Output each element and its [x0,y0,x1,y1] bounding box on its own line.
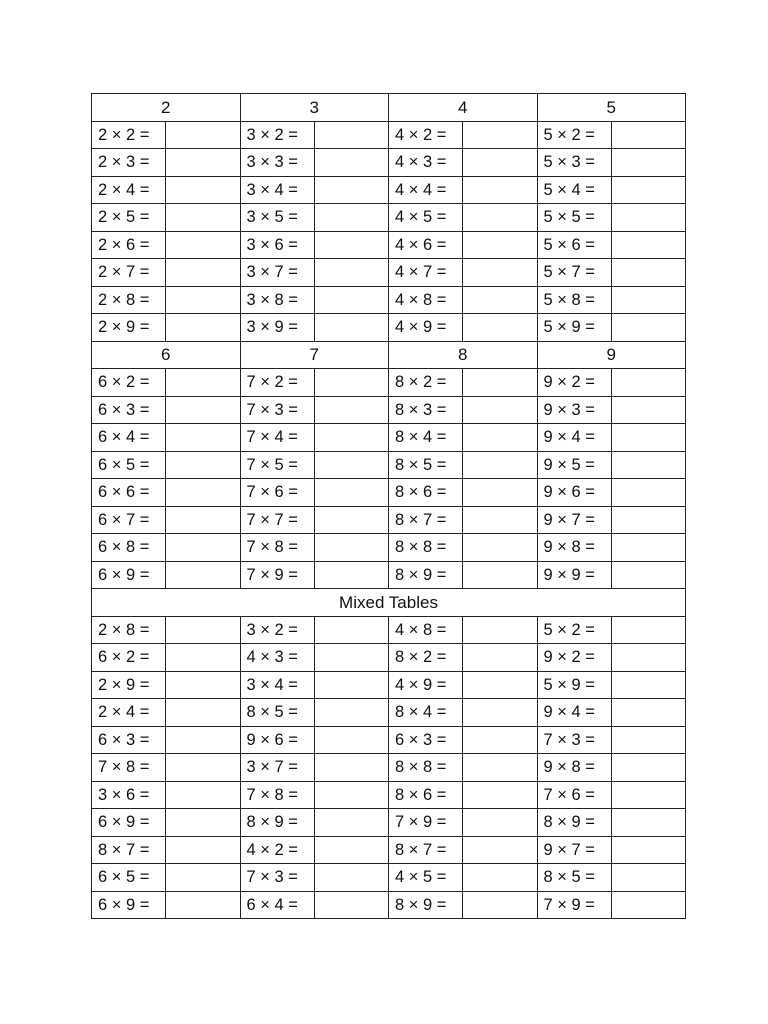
problem-cell: 9 × 6 = [240,726,314,754]
problem-cell: 4 × 7 = [389,259,463,287]
problem-cell: 9 × 2 = [537,369,611,397]
answer-box[interactable] [463,671,538,699]
answer-box[interactable] [314,506,389,534]
answer-box[interactable] [314,259,389,287]
answer-box[interactable] [463,121,538,149]
problem-cell: 2 × 9 = [92,314,166,342]
answer-box[interactable] [611,781,686,809]
problem-cell: 2 × 3 = [92,149,166,177]
problem-row [92,726,686,754]
answer-box[interactable] [611,286,686,314]
answer-box[interactable] [314,451,389,479]
problem-cell: 9 × 6 = [537,479,611,507]
problem-cell: 3 × 8 = [240,286,314,314]
problem-cell: 8 × 2 = [389,644,463,672]
answer-box[interactable] [611,534,686,562]
answer-box[interactable] [166,121,241,149]
answer-box[interactable] [166,176,241,204]
problem-cell: 3 × 6 = [240,231,314,259]
answer-box[interactable] [463,754,538,782]
answer-box[interactable] [611,479,686,507]
problem-cell: 6 × 4 = [92,424,166,452]
answer-box[interactable] [611,204,686,232]
problem-row [92,836,686,864]
answer-box[interactable] [463,424,538,452]
answer-box[interactable] [463,286,538,314]
problem-row [92,616,686,644]
problem-cell: 6 × 4 = [240,891,314,919]
answer-box[interactable] [611,864,686,892]
problem-cell: 5 × 2 = [537,121,611,149]
problem-cell: 8 × 8 = [389,754,463,782]
answer-box[interactable] [314,891,389,919]
answer-box[interactable] [166,259,241,287]
answer-box[interactable] [314,616,389,644]
problem-cell: 7 × 3 = [240,396,314,424]
problem-cell: 3 × 2 = [240,121,314,149]
answer-box[interactable] [611,369,686,397]
answer-box[interactable] [611,451,686,479]
problem-cell: 3 × 7 = [240,754,314,782]
problem-cell: 9 × 5 = [537,451,611,479]
problem-cell: 5 × 9 = [537,671,611,699]
problem-cell: 3 × 6 = [92,781,166,809]
problem-row [92,204,686,232]
answer-box[interactable] [314,121,389,149]
problem-cell: 6 × 9 = [92,809,166,837]
answer-box[interactable] [463,396,538,424]
problem-cell: 8 × 4 = [389,699,463,727]
answer-box[interactable] [166,506,241,534]
answer-box[interactable] [611,616,686,644]
table-header-cell: 7 [240,341,389,369]
answer-box[interactable] [314,231,389,259]
answer-box[interactable] [611,644,686,672]
problem-cell: 8 × 5 = [389,451,463,479]
problem-row [92,671,686,699]
problem-cell: 5 × 7 = [537,259,611,287]
problem-cell: 2 × 8 = [92,616,166,644]
problem-cell: 9 × 2 = [537,644,611,672]
answer-box[interactable] [314,149,389,177]
answer-box[interactable] [463,644,538,672]
answer-box[interactable] [166,754,241,782]
answer-box[interactable] [166,314,241,342]
problem-cell: 4 × 2 = [240,836,314,864]
problem-cell: 9 × 4 = [537,424,611,452]
problem-row [92,644,686,672]
answer-box[interactable] [314,534,389,562]
answer-box[interactable] [166,644,241,672]
problem-cell: 8 × 7 = [389,836,463,864]
problem-row [92,286,686,314]
problem-cell: 9 × 8 = [537,754,611,782]
mixed-tables-title: Mixed Tables [92,589,686,617]
problem-row [92,121,686,149]
answer-box[interactable] [166,424,241,452]
times-tables-grid [91,93,686,919]
problem-row [92,479,686,507]
problem-cell: 5 × 3 = [537,149,611,177]
problem-cell: 3 × 7 = [240,259,314,287]
problem-cell: 6 × 2 = [92,369,166,397]
problem-cell: 9 × 7 = [537,506,611,534]
problem-row [92,534,686,562]
problem-cell: 9 × 3 = [537,396,611,424]
answer-box[interactable] [166,534,241,562]
problem-cell: 8 × 7 = [389,506,463,534]
answer-box[interactable] [314,754,389,782]
problem-cell: 5 × 8 = [537,286,611,314]
answer-box[interactable] [463,259,538,287]
answer-box[interactable] [166,864,241,892]
problem-cell: 7 × 9 = [240,561,314,589]
answer-box[interactable] [611,149,686,177]
problem-cell: 6 × 6 = [92,479,166,507]
answer-box[interactable] [166,369,241,397]
problem-row [92,891,686,919]
answer-box[interactable] [166,204,241,232]
answer-box[interactable] [463,726,538,754]
problem-cell: 7 × 5 = [240,451,314,479]
problem-cell: 8 × 8 = [389,534,463,562]
problem-cell: 8 × 2 = [389,369,463,397]
problem-cell: 2 × 8 = [92,286,166,314]
problem-cell: 7 × 6 = [240,479,314,507]
problem-cell: 7 × 4 = [240,424,314,452]
answer-box[interactable] [611,396,686,424]
answer-box[interactable] [611,506,686,534]
answer-box[interactable] [611,121,686,149]
problem-cell: 6 × 5 = [92,864,166,892]
answer-box[interactable] [314,781,389,809]
answer-box[interactable] [314,314,389,342]
problem-cell: 8 × 5 = [537,864,611,892]
answer-box[interactable] [611,699,686,727]
problem-cell: 8 × 9 = [389,561,463,589]
problem-cell: 7 × 9 = [537,891,611,919]
problem-cell: 4 × 5 = [389,864,463,892]
problem-cell: 2 × 4 = [92,699,166,727]
answer-box[interactable] [314,699,389,727]
problem-cell: 8 × 5 = [240,699,314,727]
answer-box[interactable] [463,451,538,479]
problem-cell: 7 × 3 = [240,864,314,892]
answer-box[interactable] [314,369,389,397]
problem-row [92,754,686,782]
answer-box[interactable] [166,149,241,177]
problem-cell: 6 × 3 = [389,726,463,754]
problem-cell: 9 × 9 = [537,561,611,589]
answer-box[interactable] [314,286,389,314]
answer-box[interactable] [611,176,686,204]
problem-cell: 5 × 2 = [537,616,611,644]
problem-cell: 7 × 3 = [537,726,611,754]
answer-box[interactable] [166,836,241,864]
answer-box[interactable] [314,671,389,699]
problem-cell: 9 × 7 = [537,836,611,864]
answer-box[interactable] [314,809,389,837]
problem-cell: 6 × 7 = [92,506,166,534]
problem-cell: 4 × 2 = [389,121,463,149]
answer-box[interactable] [314,644,389,672]
problem-cell: 3 × 2 = [240,616,314,644]
problem-cell: 5 × 4 = [537,176,611,204]
table-header-row [92,94,686,122]
problem-cell: 7 × 6 = [537,781,611,809]
problem-cell: 8 × 9 = [240,809,314,837]
answer-box[interactable] [166,451,241,479]
answer-box[interactable] [463,534,538,562]
problem-cell: 3 × 3 = [240,149,314,177]
answer-box[interactable] [611,259,686,287]
answer-box[interactable] [611,314,686,342]
answer-box[interactable] [314,561,389,589]
problem-row [92,506,686,534]
table-header-cell: 4 [389,94,538,122]
problem-row [92,369,686,397]
problem-cell: 4 × 6 = [389,231,463,259]
answer-box[interactable] [166,396,241,424]
problem-cell: 4 × 5 = [389,204,463,232]
problem-row [92,699,686,727]
problem-cell: 6 × 3 = [92,396,166,424]
problem-row [92,231,686,259]
answer-box[interactable] [463,781,538,809]
problem-row [92,561,686,589]
problem-cell: 6 × 5 = [92,451,166,479]
answer-box[interactable] [314,424,389,452]
problem-cell: 6 × 2 = [92,644,166,672]
answer-box[interactable] [463,809,538,837]
problem-row [92,176,686,204]
answer-box[interactable] [611,726,686,754]
answer-box[interactable] [166,286,241,314]
problem-row [92,864,686,892]
problem-row [92,259,686,287]
answer-box[interactable] [314,836,389,864]
problem-cell: 6 × 9 = [92,891,166,919]
problem-row [92,781,686,809]
problem-cell: 9 × 8 = [537,534,611,562]
answer-box[interactable] [463,506,538,534]
answer-box[interactable] [166,726,241,754]
answer-box[interactable] [314,176,389,204]
problem-cell: 3 × 4 = [240,176,314,204]
problem-cell: 8 × 9 = [537,809,611,837]
answer-box[interactable] [166,231,241,259]
problem-cell: 5 × 9 = [537,314,611,342]
problem-cell: 4 × 3 = [389,149,463,177]
answer-box[interactable] [314,864,389,892]
answer-box[interactable] [314,479,389,507]
answer-box[interactable] [611,809,686,837]
table-header-cell: 2 [92,94,241,122]
problem-cell: 5 × 5 = [537,204,611,232]
table-header-row [92,341,686,369]
problem-cell: 9 × 4 = [537,699,611,727]
table-header-cell: 5 [537,94,686,122]
answer-box[interactable] [463,149,538,177]
problem-cell: 4 × 9 = [389,671,463,699]
answer-box[interactable] [463,176,538,204]
problem-row [92,424,686,452]
problem-cell: 4 × 4 = [389,176,463,204]
answer-box[interactable] [463,699,538,727]
problem-cell: 7 × 7 = [240,506,314,534]
problem-row [92,149,686,177]
problem-cell: 8 × 6 = [389,479,463,507]
problem-cell: 5 × 6 = [537,231,611,259]
problem-cell: 2 × 4 = [92,176,166,204]
problem-cell: 6 × 9 = [92,561,166,589]
table-header-cell: 6 [92,341,241,369]
problem-cell: 8 × 3 = [389,396,463,424]
answer-box[interactable] [166,699,241,727]
answer-box[interactable] [463,836,538,864]
problem-row [92,314,686,342]
problem-cell: 6 × 3 = [92,726,166,754]
answer-box[interactable] [611,561,686,589]
answer-box[interactable] [166,891,241,919]
problem-cell: 7 × 9 = [389,809,463,837]
table-header-cell: 8 [389,341,538,369]
answer-box[interactable] [611,891,686,919]
table-header-cell: 3 [240,94,389,122]
problem-cell: 8 × 4 = [389,424,463,452]
answer-box[interactable] [611,754,686,782]
answer-box[interactable] [314,396,389,424]
grid-body [92,94,686,919]
problem-row [92,451,686,479]
problem-cell: 4 × 9 = [389,314,463,342]
answer-box[interactable] [166,479,241,507]
answer-box[interactable] [463,479,538,507]
answer-box[interactable] [166,671,241,699]
answer-box[interactable] [314,204,389,232]
answer-box[interactable] [463,864,538,892]
problem-cell: 7 × 8 = [92,754,166,782]
problem-cell: 7 × 8 = [240,534,314,562]
problem-cell: 4 × 8 = [389,286,463,314]
problem-row [92,396,686,424]
worksheet [91,93,685,919]
problem-cell: 2 × 7 = [92,259,166,287]
answer-box[interactable] [166,781,241,809]
problem-row [92,809,686,837]
answer-box[interactable] [611,671,686,699]
answer-box[interactable] [166,809,241,837]
problem-cell: 3 × 9 = [240,314,314,342]
answer-box[interactable] [463,891,538,919]
problem-cell: 7 × 8 = [240,781,314,809]
answer-box[interactable] [463,616,538,644]
problem-cell: 6 × 8 = [92,534,166,562]
problem-cell: 8 × 9 = [389,891,463,919]
mixed-title-row [92,589,686,617]
problem-cell: 2 × 5 = [92,204,166,232]
answer-box[interactable] [166,616,241,644]
table-header-cell: 9 [537,341,686,369]
problem-cell: 3 × 4 = [240,671,314,699]
problem-cell: 7 × 2 = [240,369,314,397]
answer-box[interactable] [314,726,389,754]
problem-cell: 2 × 2 = [92,121,166,149]
answer-box[interactable] [463,561,538,589]
problem-cell: 2 × 9 = [92,671,166,699]
problem-cell: 8 × 7 = [92,836,166,864]
answer-box[interactable] [463,369,538,397]
answer-box[interactable] [463,204,538,232]
answer-box[interactable] [166,561,241,589]
problem-cell: 4 × 3 = [240,644,314,672]
problem-cell: 8 × 6 = [389,781,463,809]
answer-box[interactable] [463,231,538,259]
problem-cell: 4 × 8 = [389,616,463,644]
problem-cell: 2 × 6 = [92,231,166,259]
answer-box[interactable] [611,231,686,259]
problem-cell: 3 × 5 = [240,204,314,232]
answer-box[interactable] [463,314,538,342]
answer-box[interactable] [611,424,686,452]
answer-box[interactable] [611,836,686,864]
